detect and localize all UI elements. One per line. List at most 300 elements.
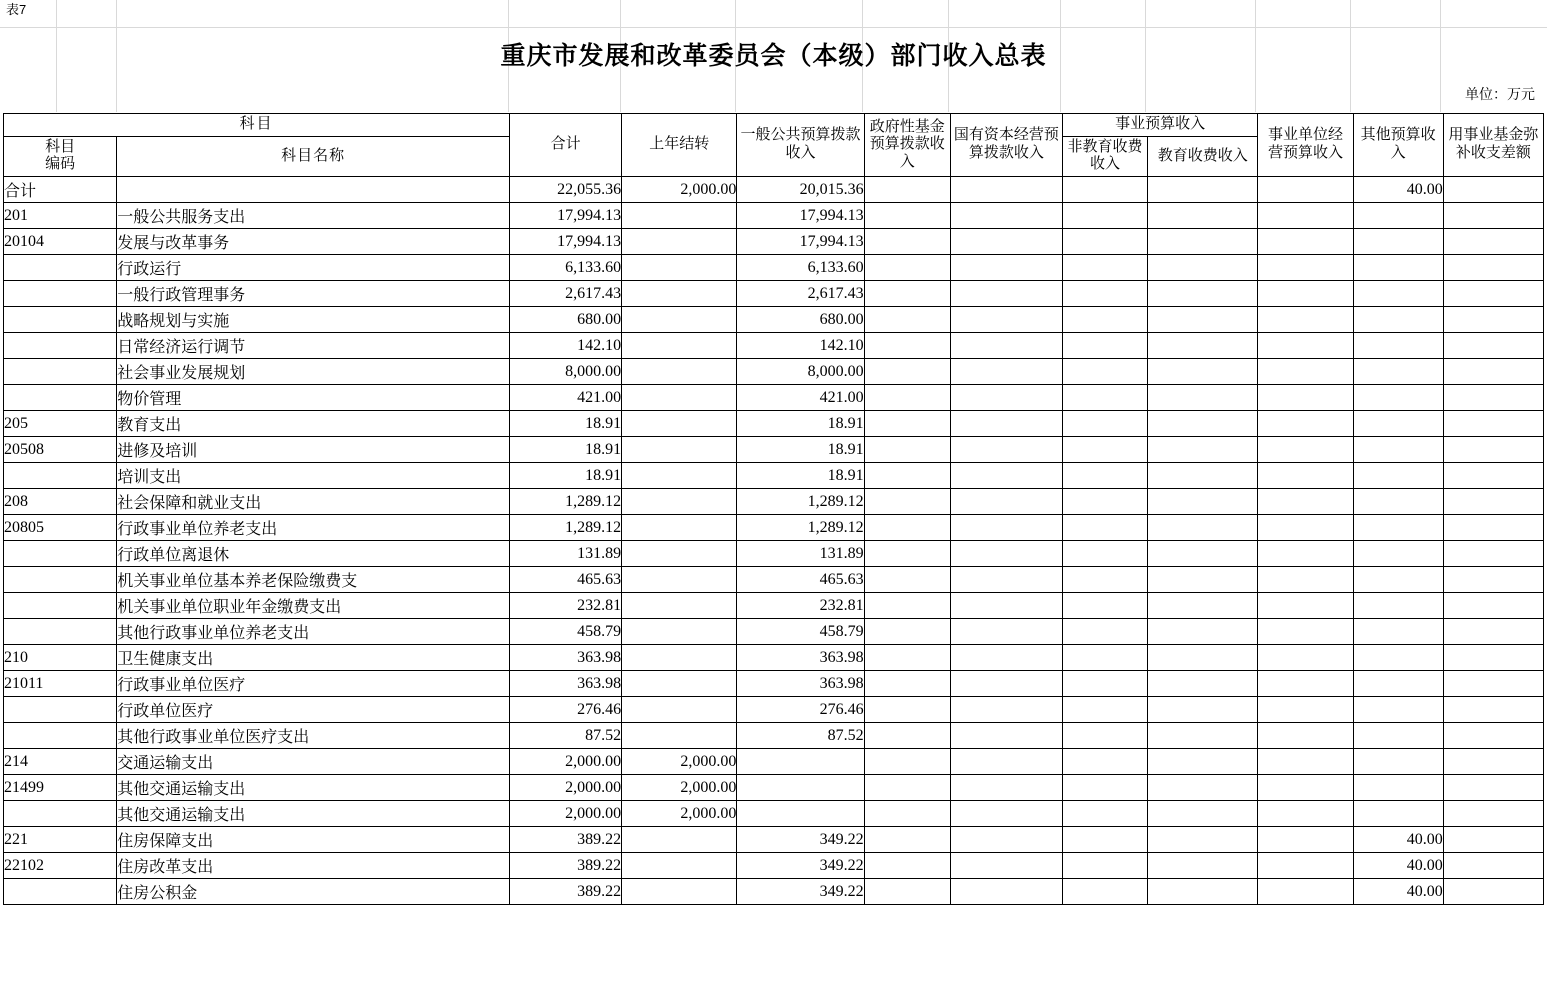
cell-business-unit-operating (1258, 853, 1353, 879)
cell-fund-offset (1443, 827, 1543, 853)
table-row (4, 671, 1544, 697)
cell-state-capital (950, 255, 1062, 281)
cell-business-unit-operating (1258, 801, 1353, 827)
cell-edu-fee (1148, 593, 1258, 619)
table-row (4, 775, 1544, 801)
cell-general-public: 680.00 (737, 307, 864, 333)
cell-total: 131.89 (509, 541, 621, 567)
cell-business-unit-operating (1258, 385, 1353, 411)
table-row (4, 333, 1544, 359)
budget-table-wrapper (3, 113, 1544, 905)
cell-subject-name: 住房保障支出 (117, 827, 510, 853)
header-subject-name: 科目名称 (117, 136, 510, 176)
cell-other-budget (1353, 281, 1443, 307)
cell-general-public: 142.10 (737, 333, 864, 359)
cell-subject-name: 其他交通运输支出 (117, 801, 510, 827)
header-row-1 (4, 114, 1544, 137)
cell-state-capital (950, 411, 1062, 437)
cell-subject-code (4, 333, 117, 359)
cell-subject-name: 住房改革支出 (117, 853, 510, 879)
department-income-table (3, 113, 1544, 905)
table-row (4, 723, 1544, 749)
header-education-fee-income: 教育收费收入 (1148, 136, 1258, 176)
table-row (4, 307, 1544, 333)
cell-subject-name: 住房公积金 (117, 879, 510, 905)
cell-state-capital (950, 463, 1062, 489)
cell-edu-fee (1148, 177, 1258, 203)
cell-general-public: 17,994.13 (737, 229, 864, 255)
cell-gov-fund (864, 645, 950, 671)
cell-gov-fund (864, 463, 950, 489)
cell-subject-code (4, 463, 117, 489)
cell-other-budget (1353, 515, 1443, 541)
cell-other-budget: 40.00 (1353, 853, 1443, 879)
cell-business-unit-operating (1258, 203, 1353, 229)
cell-business-unit-operating (1258, 879, 1353, 905)
cell-total: 2,000.00 (509, 775, 621, 801)
cell-gov-fund (864, 203, 950, 229)
cell-fund-offset (1443, 593, 1543, 619)
cell-carryover (622, 203, 737, 229)
cell-carryover (622, 437, 737, 463)
header-subject-code (4, 136, 117, 176)
cell-state-capital (950, 307, 1062, 333)
header-government-fund-budget: 政府性基金预算拨款收入 (864, 114, 950, 177)
cell-other-budget (1353, 593, 1443, 619)
cell-carryover (622, 385, 737, 411)
cell-state-capital (950, 853, 1062, 879)
cell-subject-code: 201 (4, 203, 117, 229)
cell-non-edu-fee (1062, 177, 1147, 203)
cell-carryover (622, 671, 737, 697)
cell-state-capital (950, 749, 1062, 775)
cell-subject-code: 20805 (4, 515, 117, 541)
cell-edu-fee (1148, 411, 1258, 437)
cell-total: 18.91 (509, 411, 621, 437)
cell-non-edu-fee (1062, 567, 1147, 593)
cell-total: 18.91 (509, 463, 621, 489)
cell-gov-fund (864, 567, 950, 593)
cell-fund-offset (1443, 775, 1543, 801)
cell-subject-name: 行政单位医疗 (117, 697, 510, 723)
cell-subject-name: 进修及培训 (117, 437, 510, 463)
cell-fund-offset (1443, 853, 1543, 879)
cell-state-capital (950, 801, 1062, 827)
table-row (4, 463, 1544, 489)
cell-state-capital (950, 879, 1062, 905)
cell-edu-fee (1148, 697, 1258, 723)
cell-subject-code (4, 593, 117, 619)
cell-total: 389.22 (509, 879, 621, 905)
cell-edu-fee (1148, 801, 1258, 827)
cell-edu-fee (1148, 203, 1258, 229)
cell-other-budget: 40.00 (1353, 879, 1443, 905)
table-row (4, 489, 1544, 515)
cell-state-capital (950, 567, 1062, 593)
cell-state-capital (950, 593, 1062, 619)
cell-other-budget (1353, 307, 1443, 333)
cell-subject-name: 战略规划与实施 (117, 307, 510, 333)
cell-other-budget (1353, 567, 1443, 593)
cell-state-capital (950, 229, 1062, 255)
cell-state-capital (950, 515, 1062, 541)
cell-total: 18.91 (509, 437, 621, 463)
cell-non-edu-fee (1062, 801, 1147, 827)
cell-edu-fee (1148, 281, 1258, 307)
cell-total: 142.10 (509, 333, 621, 359)
cell-business-unit-operating (1258, 255, 1353, 281)
cell-general-public (737, 749, 864, 775)
cell-other-budget (1353, 333, 1443, 359)
cell-subject-code (4, 723, 117, 749)
cell-subject-code (4, 359, 117, 385)
cell-gov-fund (864, 775, 950, 801)
cell-state-capital (950, 645, 1062, 671)
cell-subject-code: 21499 (4, 775, 117, 801)
header-subject-code-line1: 科目 (45, 138, 76, 155)
cell-non-edu-fee (1062, 723, 1147, 749)
cell-general-public: 349.22 (737, 827, 864, 853)
cell-general-public: 363.98 (737, 645, 864, 671)
cell-general-public: 1,289.12 (737, 489, 864, 515)
cell-subject-name: 行政事业单位养老支出 (117, 515, 510, 541)
cell-total: 2,000.00 (509, 801, 621, 827)
cell-general-public: 363.98 (737, 671, 864, 697)
cell-non-edu-fee (1062, 229, 1147, 255)
cell-edu-fee (1148, 645, 1258, 671)
cell-total: 389.22 (509, 827, 621, 853)
cell-non-edu-fee (1062, 255, 1147, 281)
cell-total: 1,289.12 (509, 515, 621, 541)
cell-total: 458.79 (509, 619, 621, 645)
cell-fund-offset (1443, 281, 1543, 307)
cell-edu-fee (1148, 307, 1258, 333)
cell-other-budget (1353, 671, 1443, 697)
cell-carryover (622, 229, 737, 255)
cell-non-edu-fee (1062, 671, 1147, 697)
cell-other-budget (1353, 229, 1443, 255)
cell-subject-code: 205 (4, 411, 117, 437)
cell-subject-name: 机关事业单位职业年金缴费支出 (117, 593, 510, 619)
cell-state-capital (950, 775, 1062, 801)
cell-subject-code: 20508 (4, 437, 117, 463)
cell-other-budget (1353, 645, 1443, 671)
sheet-tag: 表7 (6, 2, 27, 17)
cell-non-edu-fee (1062, 853, 1147, 879)
cell-edu-fee (1148, 619, 1258, 645)
cell-total: 2,617.43 (509, 281, 621, 307)
cell-other-budget (1353, 203, 1443, 229)
header-fund-offset-deficit: 用事业基金弥补收支差额 (1443, 114, 1543, 177)
cell-non-edu-fee (1062, 749, 1147, 775)
cell-subject-name: 其他交通运输支出 (117, 775, 510, 801)
cell-edu-fee (1148, 463, 1258, 489)
cell-gov-fund (864, 385, 950, 411)
cell-fund-offset (1443, 879, 1543, 905)
cell-carryover (622, 619, 737, 645)
cell-business-unit-operating (1258, 359, 1353, 385)
cell-edu-fee (1148, 723, 1258, 749)
cell-fund-offset (1443, 619, 1543, 645)
cell-carryover (622, 411, 737, 437)
table-row (4, 203, 1544, 229)
cell-other-budget (1353, 411, 1443, 437)
cell-edu-fee (1148, 437, 1258, 463)
cell-general-public (737, 775, 864, 801)
cell-business-unit-operating (1258, 333, 1353, 359)
cell-subject-code (4, 307, 117, 333)
cell-other-budget (1353, 541, 1443, 567)
cell-gov-fund (864, 593, 950, 619)
cell-general-public: 8,000.00 (737, 359, 864, 385)
cell-other-budget (1353, 801, 1443, 827)
header-carryover: 上年结转 (622, 114, 737, 177)
cell-general-public: 465.63 (737, 567, 864, 593)
cell-subject-code: 20104 (4, 229, 117, 255)
cell-state-capital (950, 281, 1062, 307)
table-row (4, 593, 1544, 619)
cell-subject-name: 其他行政事业单位医疗支出 (117, 723, 510, 749)
cell-subject-name: 行政事业单位医疗 (117, 671, 510, 697)
cell-edu-fee (1148, 255, 1258, 281)
cell-general-public: 87.52 (737, 723, 864, 749)
cell-fund-offset (1443, 567, 1543, 593)
cell-fund-offset (1443, 385, 1543, 411)
cell-gov-fund (864, 255, 950, 281)
cell-gov-fund (864, 801, 950, 827)
table-row (4, 567, 1544, 593)
cell-edu-fee (1148, 827, 1258, 853)
cell-business-unit-operating (1258, 671, 1353, 697)
cell-gov-fund (864, 697, 950, 723)
cell-non-edu-fee (1062, 827, 1147, 853)
cell-total: 22,055.36 (509, 177, 621, 203)
cell-edu-fee (1148, 515, 1258, 541)
table-row (4, 411, 1544, 437)
cell-other-budget (1353, 619, 1443, 645)
cell-state-capital (950, 437, 1062, 463)
cell-subject-code: 221 (4, 827, 117, 853)
cell-carryover (622, 515, 737, 541)
cell-subject-name: 社会保障和就业支出 (117, 489, 510, 515)
cell-carryover (622, 853, 737, 879)
cell-gov-fund (864, 541, 950, 567)
cell-total: 363.98 (509, 671, 621, 697)
cell-total: 1,289.12 (509, 489, 621, 515)
header-non-education-fee-income: 非教育收费收入 (1062, 136, 1147, 176)
cell-gov-fund (864, 437, 950, 463)
table-row (4, 385, 1544, 411)
cell-fund-offset (1443, 177, 1543, 203)
cell-fund-offset (1443, 515, 1543, 541)
cell-subject-name (117, 177, 510, 203)
cell-carryover: 2,000.00 (622, 801, 737, 827)
cell-other-budget (1353, 255, 1443, 281)
cell-total: 17,994.13 (509, 203, 621, 229)
cell-general-public: 6,133.60 (737, 255, 864, 281)
cell-gov-fund (864, 359, 950, 385)
table-header (4, 114, 1544, 177)
cell-total: 2,000.00 (509, 749, 621, 775)
cell-general-public: 349.22 (737, 879, 864, 905)
cell-subject-code: 合计 (4, 177, 117, 203)
cell-subject-name: 日常经济运行调节 (117, 333, 510, 359)
unit-note: 单位：万元 (1465, 86, 1535, 102)
cell-business-unit-operating (1258, 281, 1353, 307)
cell-gov-fund (864, 333, 950, 359)
cell-fund-offset (1443, 697, 1543, 723)
cell-non-edu-fee (1062, 437, 1147, 463)
cell-other-budget (1353, 489, 1443, 515)
cell-carryover (622, 697, 737, 723)
cell-fund-offset (1443, 801, 1543, 827)
cell-state-capital (950, 697, 1062, 723)
cell-state-capital (950, 385, 1062, 411)
cell-fund-offset (1443, 671, 1543, 697)
cell-edu-fee (1148, 853, 1258, 879)
cell-business-unit-operating (1258, 463, 1353, 489)
cell-non-edu-fee (1062, 541, 1147, 567)
cell-carryover (622, 359, 737, 385)
cell-fund-offset (1443, 645, 1543, 671)
cell-carryover (622, 489, 737, 515)
cell-carryover (622, 723, 737, 749)
cell-subject-name: 机关事业单位基本养老保险缴费支 (117, 567, 510, 593)
table-row (4, 801, 1544, 827)
cell-general-public: 18.91 (737, 411, 864, 437)
table-row (4, 645, 1544, 671)
cell-subject-name: 卫生健康支出 (117, 645, 510, 671)
cell-non-edu-fee (1062, 333, 1147, 359)
cell-general-public: 232.81 (737, 593, 864, 619)
cell-subject-name: 发展与改革事务 (117, 229, 510, 255)
cell-non-edu-fee (1062, 307, 1147, 333)
cell-carryover (622, 879, 737, 905)
table-body (4, 177, 1544, 905)
cell-total: 87.52 (509, 723, 621, 749)
cell-edu-fee (1148, 385, 1258, 411)
cell-subject-name: 社会事业发展规划 (117, 359, 510, 385)
table-row (4, 827, 1544, 853)
cell-subject-name: 一般行政管理事务 (117, 281, 510, 307)
table-row (4, 541, 1544, 567)
cell-carryover (622, 541, 737, 567)
cell-fund-offset (1443, 255, 1543, 281)
cell-subject-code (4, 385, 117, 411)
cell-other-budget (1353, 749, 1443, 775)
table-row (4, 853, 1544, 879)
cell-carryover: 2,000.00 (622, 177, 737, 203)
cell-gov-fund (864, 515, 950, 541)
cell-general-public: 18.91 (737, 463, 864, 489)
cell-other-budget (1353, 359, 1443, 385)
cell-general-public: 2,617.43 (737, 281, 864, 307)
cell-non-edu-fee (1062, 385, 1147, 411)
cell-state-capital (950, 333, 1062, 359)
header-total: 合计 (509, 114, 621, 177)
cell-other-budget (1353, 775, 1443, 801)
cell-state-capital (950, 177, 1062, 203)
cell-subject-code (4, 697, 117, 723)
cell-non-edu-fee (1062, 879, 1147, 905)
cell-carryover (622, 281, 737, 307)
cell-gov-fund (864, 619, 950, 645)
cell-carryover (622, 645, 737, 671)
cell-fund-offset (1443, 541, 1543, 567)
header-subject-group: 科目 (4, 114, 510, 137)
cell-gov-fund (864, 723, 950, 749)
cell-total: 6,133.60 (509, 255, 621, 281)
cell-gov-fund (864, 411, 950, 437)
cell-business-unit-operating (1258, 307, 1353, 333)
cell-subject-name: 行政运行 (117, 255, 510, 281)
cell-non-edu-fee (1062, 203, 1147, 229)
cell-gov-fund (864, 177, 950, 203)
cell-state-capital (950, 541, 1062, 567)
cell-subject-name: 交通运输支出 (117, 749, 510, 775)
cell-other-budget: 40.00 (1353, 177, 1443, 203)
cell-carryover (622, 567, 737, 593)
cell-non-edu-fee (1062, 775, 1147, 801)
cell-general-public: 421.00 (737, 385, 864, 411)
cell-state-capital (950, 723, 1062, 749)
cell-subject-code: 214 (4, 749, 117, 775)
cell-total: 8,000.00 (509, 359, 621, 385)
cell-other-budget (1353, 697, 1443, 723)
cell-business-unit-operating (1258, 775, 1353, 801)
cell-edu-fee (1148, 879, 1258, 905)
cell-edu-fee (1148, 229, 1258, 255)
cell-carryover (622, 827, 737, 853)
header-subject-code-line2: 编码 (45, 156, 76, 173)
cell-edu-fee (1148, 567, 1258, 593)
cell-non-edu-fee (1062, 697, 1147, 723)
table-row (4, 697, 1544, 723)
cell-gov-fund (864, 749, 950, 775)
cell-subject-code (4, 541, 117, 567)
cell-edu-fee (1148, 671, 1258, 697)
cell-edu-fee (1148, 749, 1258, 775)
cell-subject-code (4, 281, 117, 307)
cell-fund-offset (1443, 437, 1543, 463)
cell-subject-name: 教育支出 (117, 411, 510, 437)
table-row (4, 255, 1544, 281)
cell-fund-offset (1443, 411, 1543, 437)
cell-subject-name: 其他行政事业单位养老支出 (117, 619, 510, 645)
cell-carryover (622, 307, 737, 333)
cell-business-unit-operating (1258, 411, 1353, 437)
header-state-capital-budget: 国有资本经营预算拨款收入 (950, 114, 1062, 177)
cell-other-budget (1353, 385, 1443, 411)
cell-subject-code: 210 (4, 645, 117, 671)
cell-carryover (622, 255, 737, 281)
cell-subject-code: 22102 (4, 853, 117, 879)
cell-business-unit-operating (1258, 723, 1353, 749)
cell-state-capital (950, 489, 1062, 515)
cell-general-public: 17,994.13 (737, 203, 864, 229)
cell-non-edu-fee (1062, 489, 1147, 515)
table-row (4, 437, 1544, 463)
cell-other-budget (1353, 437, 1443, 463)
cell-non-edu-fee (1062, 645, 1147, 671)
cell-fund-offset (1443, 359, 1543, 385)
cell-subject-code: 208 (4, 489, 117, 515)
cell-gov-fund (864, 827, 950, 853)
cell-business-unit-operating (1258, 827, 1353, 853)
cell-carryover: 2,000.00 (622, 749, 737, 775)
cell-business-unit-operating (1258, 515, 1353, 541)
cell-subject-code: 21011 (4, 671, 117, 697)
